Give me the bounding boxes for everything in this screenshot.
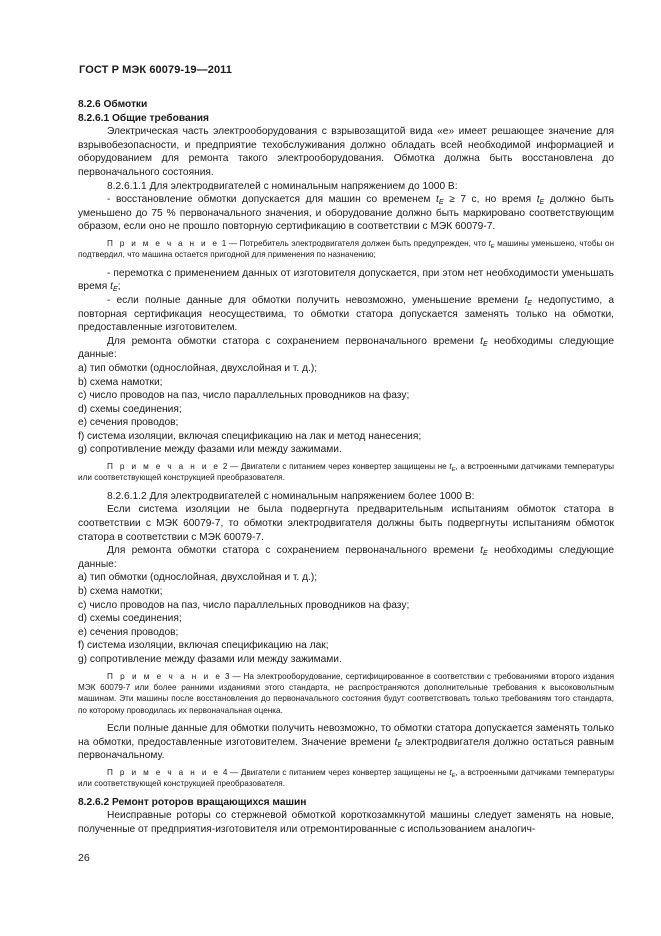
list-item: с) число проводов на паз, число параллельных проводников на фазу;	[78, 390, 410, 402]
list-item: е) сечения проводов;	[78, 626, 179, 638]
repair-intro-1: Для ремонта обмотки статора с сохранением первоначального времени $t_E$ необходимы следующие данные:	[78, 335, 614, 361]
list-item: с) число проводов на паз, число параллельных проводников на фазу;	[78, 599, 410, 611]
t-symbol: $t_E$	[536, 194, 545, 207]
note-4: П р и м е ч а н и е 4 — Двигатели с питанием через конвертер защищены не $t_E$, а встроенными датчиками температуры или соответствующей конструкцией преобразователя.	[78, 768, 614, 789]
list-item: d) схемы соединения;	[78, 613, 182, 625]
section-heading: 8.2.6 Обмотки	[78, 99, 148, 110]
document-header: ГОСТ Р МЭК 60079-19—2011	[79, 64, 232, 76]
list-item: е) сечения проводов;	[78, 417, 179, 429]
list-item: b) схема намотки;	[78, 586, 163, 598]
list-item: f) система изоляции, включая спецификацию на лак и метод нанесения;	[78, 430, 422, 442]
rotor-paragraph: Неисправные роторы со стержневой обмоткой короткозамкнутой машины следует заменять на новые, полученные от предприятия-изготовителя или отремонтированные с использованием аналогич-	[78, 810, 614, 835]
list-item: b) схема намотки;	[78, 376, 163, 388]
closing-paragraph: Если полные данные для обмотки получить невозможно, то обмотки статора допускается заменять только на обмотки, предоставленные изготовителем. Значение времени $t_E$ электродвигателя должно остаться равным первоначальному.	[78, 723, 614, 762]
note-1: П р и м е ч а н и е 1 — Потребитель электродвигателя должен быть предупрежден, что $t_E$ машины уменьшено, чтобы он подтвердил, что машина остается пригодной для применения по назначению;	[78, 238, 614, 260]
list-item: g) сопротивление между фазами или между зажимами.	[78, 654, 342, 665]
t-symbol: $t_E$	[436, 194, 444, 207]
list-item: g) сопротивление между фазами или между зажимами.	[78, 444, 342, 456]
rotor-heading: 8.2.6.2 Ремонт роторов вращающихся машин	[78, 796, 307, 808]
page-content	[78, 98, 614, 837]
clause-bullet-1: - восстановление обмотки допускается для машин со временем $t_E \ge 7$ с, но время $t_E$ должно быть уменьшено до 75 % первоначального значения, и оборудование должно быть маркировано соответствующим образом, если оно не прошло повторную сертификацию в соответствии с МЭК 60079-7.	[78, 194, 614, 233]
clause-bullet-3: - если полные данные для обмотки получить невозможно, уменьшение времени $t_E$ недопустимо, а повторная сертификация неосуществима, то обмотки статора допускается заменять только на обмотки, предоставленные изготовителем.	[78, 294, 615, 334]
clause-paragraph-2: Если система изоляции не была подвергнута предварительным испытаниям обмоток статора в соответствии с МЭК 60079-7, то обмотки электродвигателя должны быть подвергнуты испытаниям обмоток статора в соответствии с МЭК 60079-7.	[78, 504, 614, 543]
intro-paragraph: Электрическая часть электрооборудования с взрывозащитой вида «е» имеет решающее значение для взрывобезопасности, и предприятие техобслуживания должно обладать всей необходимой информацией и оборудованием для ремонта такого электрооборудования. Обмотка должна быть восстановлена до первоначального состояния.	[78, 126, 614, 178]
list-item: d) схемы соединения;	[78, 403, 182, 415]
clause-bullet-2: - перемотка с применением данных от изготовителя допускается, при этом нет необходимости уменьшать время $t_E$;	[78, 267, 614, 294]
clause-title-1: 8.2.6.1.1 Для электродвигателей с номинальным напряжением до 1000 В:	[107, 180, 458, 192]
list-item: f) система изоляции, включая спецификацию на лак;	[78, 640, 329, 652]
note-2: П р и м е ч а н и е 2 — Двигатели с питанием через конвертер защищены не $t_E$, а встроенными датчиками температуры или соответствующей конструкцией преобразователя.	[78, 462, 614, 483]
note-3: П р и м е ч а н и е 3 — На электрооборудование, сертифицированное в соответствии с требованиями второго издания МЭК 60079-7 или более ранними изданиями этого стандарта, не распространяются дополнительные требования к высоковольтным машинам. Эти машины после восстановления до первоначального состояния будут соответствовать только требованиям того стандарта, по которому проводилась их первоначальная оценка.	[78, 671, 614, 715]
page-number: 26	[78, 852, 90, 864]
list-item: а) тип обмотки (однослойная, двухслойная и т. д.);	[78, 362, 318, 374]
repair-intro-2: Для ремонта обмотки статора с сохранением первоначального времени $t_E$ необходимы следующие данные:	[78, 545, 614, 570]
subsection-heading: 8.2.6.1 Общие требования	[78, 112, 209, 124]
list-item: а) тип обмотки (однослойная, двухслойная и т. д.);	[78, 572, 318, 584]
clause-title-2: 8.2.6.1.2 Для электродвигателей с номинальным напряжением более 1000 В:	[107, 490, 475, 502]
